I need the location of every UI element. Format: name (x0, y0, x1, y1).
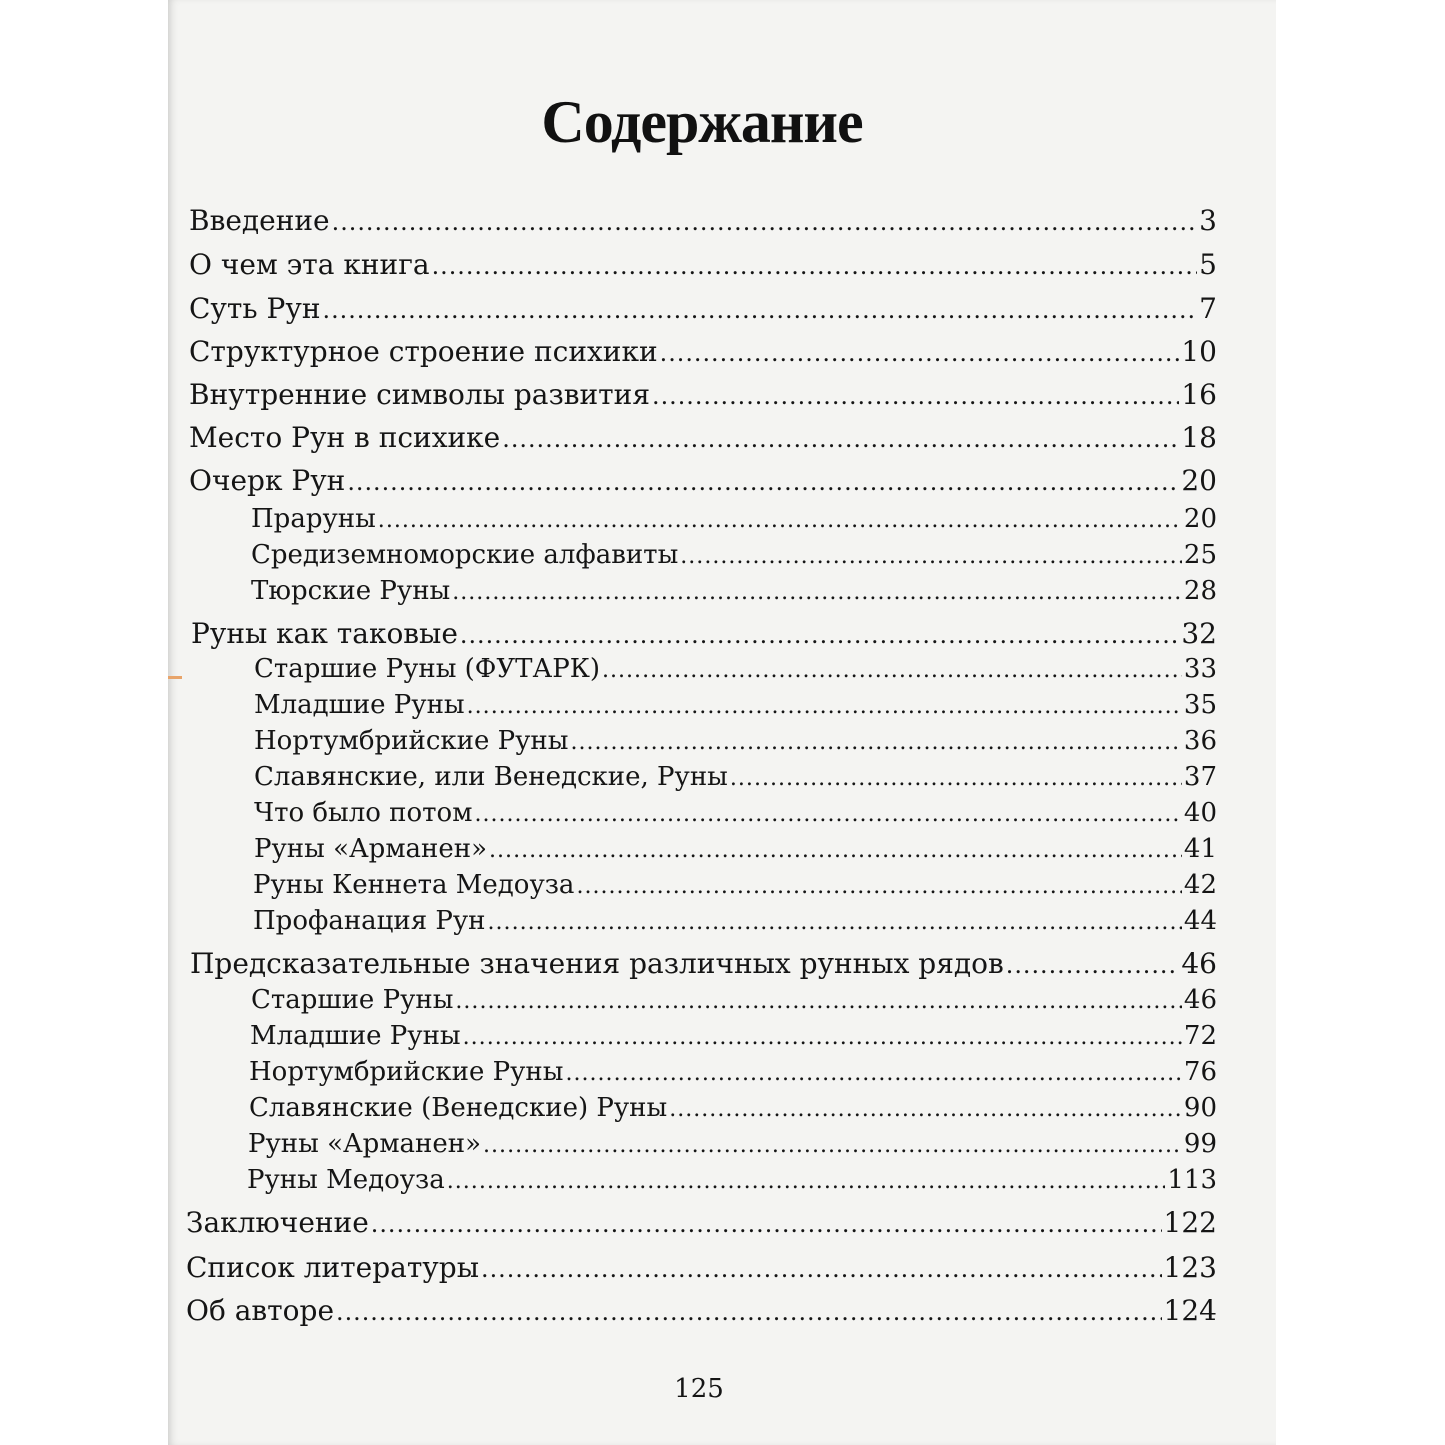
toc-entry-page: 46 (1181, 947, 1217, 980)
toc-entry (186, 1294, 1217, 1334)
dot-leader (323, 296, 1198, 324)
toc-entry-page: 122 (1163, 1206, 1217, 1239)
dot-leader (474, 801, 1181, 827)
dot-leader (652, 382, 1179, 410)
toc-entry (191, 617, 1217, 657)
toc-entry (247, 1165, 1217, 1201)
toc-entry (254, 834, 1217, 870)
toc-entry (254, 762, 1217, 798)
dot-leader (570, 729, 1181, 755)
toc-entry-page: 20 (1181, 464, 1217, 497)
toc-entry-page: 36 (1183, 726, 1217, 756)
toc-entry (254, 690, 1217, 726)
toc-entry-page: 32 (1181, 617, 1217, 650)
toc-entry-page: 40 (1183, 798, 1217, 828)
dot-leader (467, 693, 1182, 719)
toc-entry-title: Младшие Руны (250, 1021, 461, 1051)
toc-entry (189, 292, 1217, 332)
toc-entry-title: Старшие Руны (251, 985, 454, 1015)
dot-leader (669, 1096, 1182, 1122)
toc-entry-page: 7 (1199, 292, 1217, 325)
toc-entry (254, 798, 1217, 834)
toc-entry (248, 1129, 1217, 1165)
toc-entry-title: Руны Кеннета Медоуза (253, 870, 575, 900)
toc-entry-title: Старшие Руны (ФУТАРК) (254, 654, 600, 684)
toc-entry-page: 3 (1199, 204, 1217, 237)
dot-leader (447, 1168, 1166, 1194)
toc-entry-title: Заключение (186, 1206, 369, 1239)
toc-entry (251, 576, 1217, 612)
toc-entry (186, 1251, 1217, 1291)
toc-entry (251, 540, 1217, 576)
toc-entry (253, 870, 1217, 906)
dot-leader (460, 621, 1179, 649)
dot-leader (432, 252, 1198, 280)
dot-leader (481, 1255, 1162, 1283)
toc-entry-title: Руны как таковые (191, 617, 458, 650)
dot-leader (347, 468, 1179, 496)
toc-entry-title: Нортумбрийские Руны (254, 726, 569, 756)
dot-leader (332, 208, 1198, 236)
toc-entry-title: Место Рун в психике (189, 421, 501, 454)
dot-leader (371, 1210, 1162, 1238)
toc-entry-page: 99 (1183, 1129, 1217, 1159)
dot-leader (336, 1298, 1162, 1326)
toc-entry-page: 18 (1181, 421, 1217, 454)
toc-entry-title: О чем эта книга (189, 248, 430, 281)
toc-entry-title: Внутренние символы развития (189, 378, 651, 411)
toc-entry-title: Руны «Арманен» (248, 1129, 481, 1159)
toc-entry (189, 464, 1217, 504)
dot-leader (378, 507, 1182, 533)
toc-entry-page: 5 (1199, 248, 1217, 281)
toc-entry-page: 76 (1183, 1057, 1217, 1087)
toc-entry-title: Славянские, или Венедские, Руны (254, 762, 728, 792)
toc-entry-page: 33 (1183, 654, 1217, 684)
toc-entry (189, 248, 1217, 288)
toc-entry-page: 90 (1183, 1093, 1217, 1123)
dot-leader (489, 837, 1182, 863)
dot-leader (452, 579, 1182, 605)
toc-entry (251, 504, 1217, 540)
dot-leader (502, 425, 1179, 453)
toc-entry-page: 46 (1183, 985, 1217, 1015)
toc-entry-title: Что было потом (254, 798, 473, 828)
toc-entry-page: 124 (1163, 1294, 1217, 1327)
toc-entry-page: 44 (1183, 906, 1217, 936)
toc-entry (251, 985, 1217, 1021)
toc-entry-page: 10 (1181, 335, 1217, 368)
dot-leader (602, 657, 1182, 683)
toc-entry (189, 335, 1217, 375)
toc-entry-title: Структурное строение психики (189, 335, 658, 368)
toc-entry-title: Тюрские Руны (251, 576, 451, 606)
toc-entry-title: Руны «Арманен» (254, 834, 487, 864)
dot-leader (488, 909, 1182, 935)
toc-entry-page: 113 (1167, 1165, 1217, 1195)
dot-leader (565, 1060, 1181, 1086)
toc-entry (254, 726, 1217, 762)
page-title: Содержание (541, 89, 863, 155)
toc-entry (249, 1057, 1217, 1093)
toc-entry-title: Список литературы (186, 1251, 479, 1284)
toc-entry (254, 654, 1217, 690)
dot-leader (576, 873, 1181, 899)
toc-entry-page: 16 (1181, 378, 1217, 411)
toc-entry (190, 947, 1217, 987)
toc-entry (253, 906, 1217, 942)
toc-entry-title: Праруны (251, 504, 376, 534)
page-number: 125 (674, 1374, 724, 1404)
toc-entry-page: 41 (1183, 834, 1217, 864)
dot-leader (483, 1132, 1182, 1158)
toc-entry-title: Суть Рун (189, 292, 321, 325)
dot-leader (660, 339, 1180, 367)
toc-entry-title: Очерк Рун (189, 464, 346, 497)
toc-entry-title: Введение (189, 204, 330, 237)
toc-entry (189, 204, 1217, 244)
toc-entry-title: Профанация Рун (253, 906, 486, 936)
toc-entry-title: Средиземноморские алфавиты (251, 540, 679, 570)
dot-leader (463, 1024, 1182, 1050)
toc-entry-page: 123 (1163, 1251, 1217, 1284)
dot-leader (455, 988, 1182, 1014)
toc-entry (186, 1206, 1217, 1246)
toc-entry (249, 1093, 1217, 1129)
toc-entry-page: 42 (1183, 870, 1217, 900)
toc-entry-page: 72 (1183, 1021, 1217, 1051)
toc-entry-title: Предсказательные значения различных рунных рядов (190, 947, 1004, 980)
toc-entry-title: Об авторе (186, 1294, 335, 1327)
toc-entry-page: 20 (1183, 504, 1217, 534)
toc-entry-title: Нортумбрийские Руны (249, 1057, 564, 1087)
dot-leader (1006, 951, 1180, 979)
toc-entry (189, 421, 1217, 461)
toc-entry-page: 37 (1183, 762, 1217, 792)
toc-entry-page: 35 (1183, 690, 1217, 720)
toc-entry-page: 25 (1183, 540, 1217, 570)
toc-entry-title: Младшие Руны (254, 690, 465, 720)
toc-entry-title: Руны Медоуза (247, 1165, 445, 1195)
dot-leader (680, 543, 1182, 569)
dot-leader (730, 765, 1182, 791)
toc-entry-page: 28 (1183, 576, 1217, 606)
toc-entry-title: Славянские (Венедские) Руны (249, 1093, 668, 1123)
toc-entry (189, 378, 1217, 418)
toc-entry (250, 1021, 1217, 1057)
